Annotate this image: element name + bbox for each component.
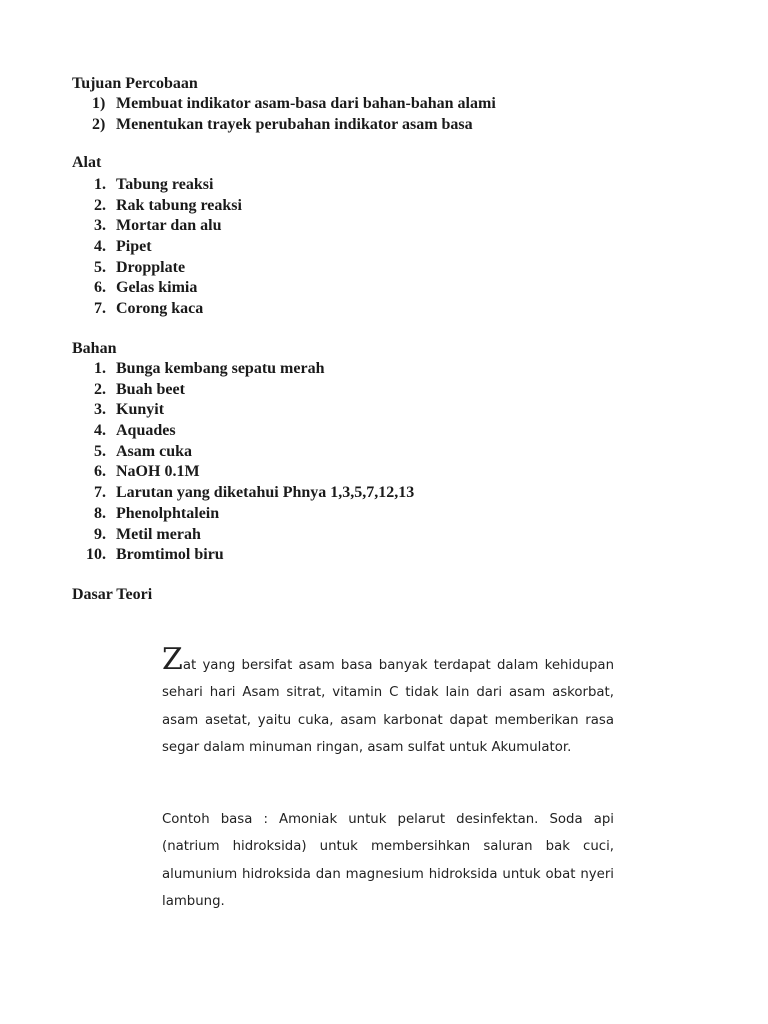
list-item-text: Bromtimol biru	[116, 546, 224, 564]
list-item-number: 1.	[94, 176, 106, 193]
list-item-text: Buah beet	[116, 380, 185, 398]
list-item-number: 2.	[94, 196, 106, 214]
list-item-number: 9.	[94, 525, 106, 543]
list-item-text: Bunga kembang sepatu merah	[116, 360, 325, 377]
paragraph-dasar-teori-1	[162, 642, 614, 761]
list-item-text: Asam cuka	[116, 442, 193, 460]
paragraph-dasar-teori-2: Contoh basa : Amoniak untuk pelarut desinfektan. Soda api (natrium hidroksida) untuk membersihkan saluran bak cuci, alumunium hidroksida dan magnesium hidroksida untuk obat nyeri lambung.	[162, 812, 614, 909]
list-item-number: 3.	[94, 217, 106, 235]
list-item-number: 2)	[92, 115, 106, 133]
list-item-text: Pipet	[116, 238, 152, 256]
paragraph-text: at yang bersifat asam basa banyak terdapat dalam kehidupan sehari hari Asam sitrat, vitamin C tidak lain dari asam askorbat, asam asetat, yaitu cuka, asam karbonat dapat memberikan rasa segar dalam minuman ringan, asam sulfat untuk Akumulator.	[162, 658, 614, 755]
heading-alat: Alat	[72, 154, 102, 171]
dropcap-letter: Z	[162, 642, 183, 677]
list-item-text: Gelas kimia	[116, 279, 198, 297]
list-item-number: 5.	[94, 442, 106, 460]
list-item-number: 7.	[94, 300, 106, 318]
list-item-text: NaOH 0.1M	[116, 463, 200, 481]
list-item-text: Dropplate	[116, 258, 186, 276]
list-item-number: 5.	[94, 258, 106, 276]
list-item-text: Corong kaca	[116, 300, 204, 318]
list-item-number: 4.	[94, 238, 106, 256]
list-item-text: Phenolphtalein	[116, 504, 220, 522]
list-item-text: Kunyit	[116, 401, 165, 419]
list-item-number: 6.	[94, 463, 106, 481]
list-item-text: Rak tabung reaksi	[116, 196, 242, 214]
heading-bahan: Bahan	[72, 340, 117, 357]
heading-dasar-teori: Dasar Teori	[72, 586, 153, 603]
list-item-text: Membuat indikator asam-basa dari bahan-bahan alami	[116, 95, 496, 112]
list-item-number: 2.	[94, 380, 106, 398]
heading-tujuan-percobaan: Tujuan Percobaan	[72, 75, 198, 92]
list-item-number: 3.	[94, 401, 106, 419]
list-item-number: 1)	[92, 95, 106, 112]
list-item-text: Larutan yang diketahui Phnya 1,3,5,7,12,13	[116, 484, 415, 502]
list-item-number: 4.	[94, 422, 106, 440]
list-item-text: Aquades	[116, 422, 176, 440]
list-item-text: Mortar dan alu	[116, 217, 222, 235]
list-item-number: 1.	[94, 360, 106, 377]
list-item-text: Tabung reaksi	[116, 176, 214, 193]
list-item-number: 10.	[86, 546, 106, 564]
list-item-text: Menentukan trayek perubahan indikator asam basa	[116, 115, 473, 133]
list-item-number: 7.	[94, 484, 106, 502]
list-item-number: 8.	[94, 504, 106, 522]
list-item-text: Metil merah	[116, 525, 201, 543]
list-item-number: 6.	[94, 279, 106, 297]
